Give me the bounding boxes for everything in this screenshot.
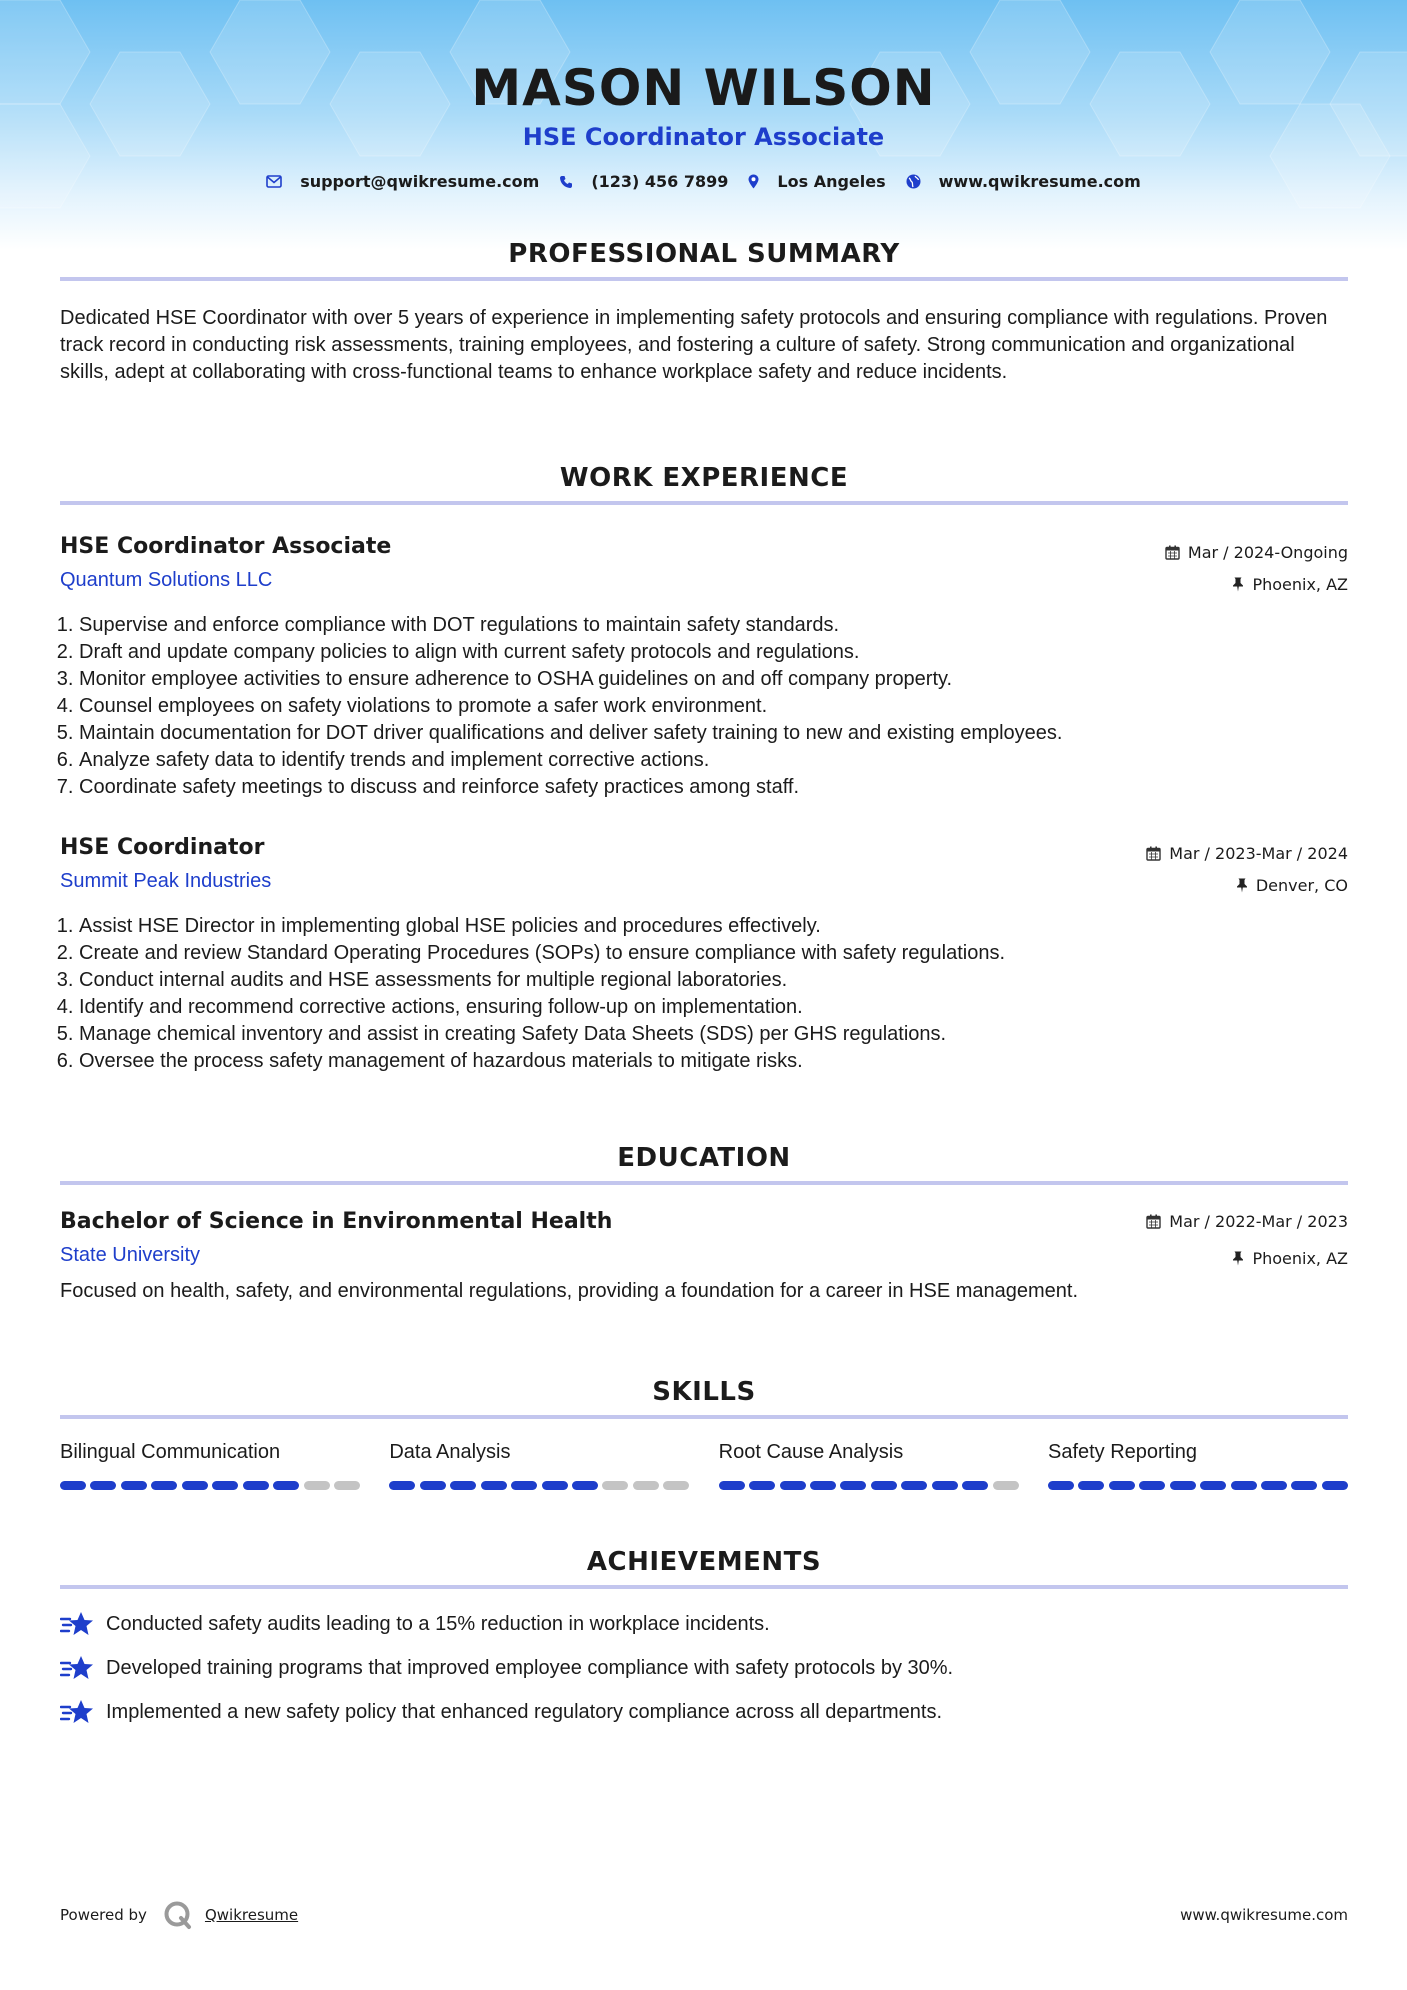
list-item: 4. Identify and recommend corrective actions, ensuring follow-up on implementation. (79, 994, 1348, 1021)
achievement-item (60, 1609, 1348, 1639)
contact-bar (0, 172, 1407, 191)
skill-segment-filled (60, 1481, 86, 1490)
section-divider (60, 501, 1348, 505)
envelope-icon (266, 175, 282, 188)
summary-text: Dedicated HSE Coordinator with over 5 years of experience in implementing safety protocols and ensuring compliance with regulations. Proven track record in conducting risk assessments, training employees, and fostering a culture of safety. Strong communication and organizational skills, adept at collaborating with cross-functional teams to enhance workplace safety and reduce incidents. (60, 307, 1328, 383)
duties-list (60, 612, 1348, 801)
list-item: 3. Monitor employee activities to ensure adherence to OSHA guidelines on and off company property. (79, 666, 1348, 693)
email-text: support@qwikresume.com (300, 172, 540, 191)
section-title-skills: SKILLS (652, 1377, 756, 1407)
skill-segment-filled (572, 1481, 598, 1490)
skill-segment-empty (304, 1481, 330, 1490)
candidate-role: HSE Coordinator Associate (522, 123, 885, 151)
section-title-experience: WORK EXPERIENCE (559, 463, 849, 493)
skill-segment-filled (1261, 1481, 1287, 1490)
list-item: 5. Maintain documentation for DOT driver qualifications and deliver safety training to new and existing employees. (79, 720, 1348, 747)
phone-text: (123) 456 7899 (591, 172, 729, 191)
list-item: 2. Create and review Standard Operating Procedures (SOPs) to ensure compliance with safety regulations. (79, 940, 1348, 967)
skill-segment-filled (212, 1481, 238, 1490)
achievement-text: Conducted safety audits leading to a 15% reduction in workplace incidents. (106, 1612, 770, 1635)
location-text: Los Angeles (777, 172, 886, 191)
experience-section (60, 458, 1348, 505)
skill-segment-filled (420, 1481, 446, 1490)
dates-text: Mar / 2024-Ongoing (1187, 542, 1348, 562)
skill-segment-filled (719, 1481, 745, 1490)
skill-item (389, 1441, 689, 1490)
skill-level-bar (389, 1481, 689, 1490)
location-text: Phoenix, AZ (1252, 1248, 1348, 1268)
list-item: 2. Draft and update company policies to align with current safety protocols and regulations. (79, 639, 1348, 666)
skill-name: Data Analysis (389, 1441, 511, 1463)
skill-segment-empty (602, 1481, 628, 1490)
section-divider (60, 277, 1348, 281)
skill-segment-filled (1231, 1481, 1257, 1490)
skill-segment-filled (840, 1481, 866, 1490)
contact-email[interactable] (266, 172, 539, 191)
skills-row (60, 1441, 1348, 1490)
powered-by-label: Powered by (60, 1906, 147, 1924)
skill-segment-filled (273, 1481, 299, 1490)
list-item: 1. Supervise and enforce compliance with DOT regulations to maintain safety standards. (79, 612, 1348, 639)
job-dates (1146, 843, 1348, 863)
skill-segment-filled (1078, 1481, 1104, 1490)
skill-segment-empty (633, 1481, 659, 1490)
skill-segment-filled (121, 1481, 147, 1490)
skill-segment-filled (243, 1481, 269, 1490)
skills-section (60, 1372, 1348, 1490)
dates-text: Mar / 2022-Mar / 2023 (1169, 1211, 1348, 1231)
skill-item (719, 1441, 1019, 1490)
calendar-icon (1146, 1214, 1161, 1229)
phone-icon (559, 175, 573, 189)
footer-website[interactable]: www.qwikresume.com (1180, 1906, 1348, 1924)
skill-segment-filled (1291, 1481, 1317, 1490)
achievement-item (60, 1697, 1348, 1727)
section-divider (60, 1415, 1348, 1419)
school-name: State University (60, 1244, 201, 1266)
contact-location (748, 172, 885, 191)
skill-segment-filled (871, 1481, 897, 1490)
skill-segment-filled (542, 1481, 568, 1490)
achievement-text: Implemented a new safety policy that enhanced regulatory compliance across all departments. (106, 1700, 943, 1723)
job-entry (60, 835, 1348, 1075)
contact-website[interactable] (906, 172, 1141, 191)
resume-header (0, 0, 1407, 191)
list-item: 6. Oversee the process safety management of hazardous materials to mitigate risks. (79, 1048, 1348, 1075)
skill-segment-empty (663, 1481, 689, 1490)
calendar-icon (1146, 846, 1161, 861)
achievement-text: Developed training programs that improved employee compliance with safety protocols by 30%. (106, 1656, 954, 1679)
skill-segment-filled (780, 1481, 806, 1490)
skill-segment-empty (334, 1481, 360, 1490)
section-title-achievements: ACHIEVEMENTS (586, 1547, 822, 1577)
skill-segment-filled (481, 1481, 507, 1490)
job-entry (60, 534, 1348, 801)
list-item: 6. Analyze safety data to identify trends and implement corrective actions. (79, 747, 1348, 774)
education-dates (1146, 1211, 1348, 1231)
skill-segment-filled (901, 1481, 927, 1490)
skill-name: Root Cause Analysis (718, 1441, 904, 1463)
qwikresume-logo (163, 1900, 193, 1930)
duties-list (60, 913, 1348, 1075)
location-text: Denver, CO (1255, 875, 1348, 895)
qwikresume-link[interactable]: Qwikresume (204, 1906, 299, 1924)
website-text: www.qwikresume.com (938, 172, 1141, 191)
map-pin-icon (748, 174, 759, 189)
skill-segment-filled (962, 1481, 988, 1490)
list-item: 3. Conduct internal audits and HSE assessments for multiple regional laboratories. (79, 967, 1348, 994)
achievement-item (60, 1653, 1348, 1683)
skill-segment-filled (1048, 1481, 1074, 1490)
page-footer (60, 1900, 1348, 1930)
job-location (1165, 574, 1348, 594)
skill-level-bar (1048, 1481, 1348, 1490)
education-section (60, 1138, 1348, 1303)
skill-item (1048, 1441, 1348, 1490)
skill-segment-filled (1170, 1481, 1196, 1490)
skill-segment-filled (511, 1481, 537, 1490)
skill-segment-filled (389, 1481, 415, 1490)
summary-section (60, 234, 1348, 386)
section-divider (60, 1181, 1348, 1185)
job-title: HSE Coordinator (60, 835, 265, 860)
skill-segment-filled (182, 1481, 208, 1490)
company-name: Summit Peak Industries (60, 870, 272, 892)
job-dates (1165, 542, 1348, 562)
skill-segment-filled (1109, 1481, 1135, 1490)
skill-name: Bilingual Communication (60, 1441, 281, 1463)
section-divider (60, 1585, 1348, 1589)
star-achievement-icon (60, 1698, 94, 1726)
skill-segment-filled (749, 1481, 775, 1490)
section-title-education: EDUCATION (617, 1143, 791, 1173)
pushpin-icon (1232, 577, 1244, 592)
pushpin-icon (1232, 1251, 1244, 1266)
star-achievement-icon (60, 1654, 94, 1682)
job-location (1146, 875, 1348, 895)
list-item: 5. Manage chemical inventory and assist in creating Safety Data Sheets (SDS) per GHS regulations. (79, 1021, 1348, 1048)
skill-segment-filled (932, 1481, 958, 1490)
list-item: 1. Assist HSE Director in implementing global HSE policies and procedures effectively. (79, 913, 1348, 940)
skill-segment-filled (151, 1481, 177, 1490)
skill-segment-filled (90, 1481, 116, 1490)
skill-level-bar (60, 1481, 360, 1490)
pushpin-icon (1236, 878, 1248, 893)
skill-segment-filled (810, 1481, 836, 1490)
education-location (1146, 1248, 1348, 1268)
skill-segment-filled (1200, 1481, 1226, 1490)
skill-name: Safety Reporting (1047, 1441, 1197, 1463)
skill-segment-filled (1139, 1481, 1165, 1490)
skill-item (60, 1441, 360, 1490)
degree-title: Bachelor of Science in Environmental Health (60, 1209, 613, 1234)
skill-segment-filled (450, 1481, 476, 1490)
calendar-icon (1165, 545, 1180, 560)
job-title: HSE Coordinator Associate (60, 534, 392, 559)
skill-segment-empty (993, 1481, 1019, 1490)
section-title-summary: PROFESSIONAL SUMMARY (508, 239, 900, 269)
candidate-name: MASON WILSON (471, 59, 936, 117)
skill-segment-filled (1322, 1481, 1348, 1490)
education-description: Focused on health, safety, and environmental regulations, providing a foundation for a career in HSE management. (60, 1280, 1079, 1302)
skill-level-bar (719, 1481, 1019, 1490)
star-achievement-icon (60, 1610, 94, 1638)
globe-icon (906, 174, 921, 189)
location-text: Phoenix, AZ (1252, 574, 1348, 594)
list-item: 4. Counsel employees on safety violations to promote a safer work environment. (79, 693, 1348, 720)
company-name: Quantum Solutions LLC (60, 569, 273, 591)
contact-phone[interactable] (559, 172, 728, 191)
achievements-section (60, 1542, 1348, 1727)
list-item: 7. Coordinate safety meetings to discuss and reinforce safety practices among staff. (79, 774, 1348, 801)
dates-text: Mar / 2023-Mar / 2024 (1169, 843, 1348, 863)
